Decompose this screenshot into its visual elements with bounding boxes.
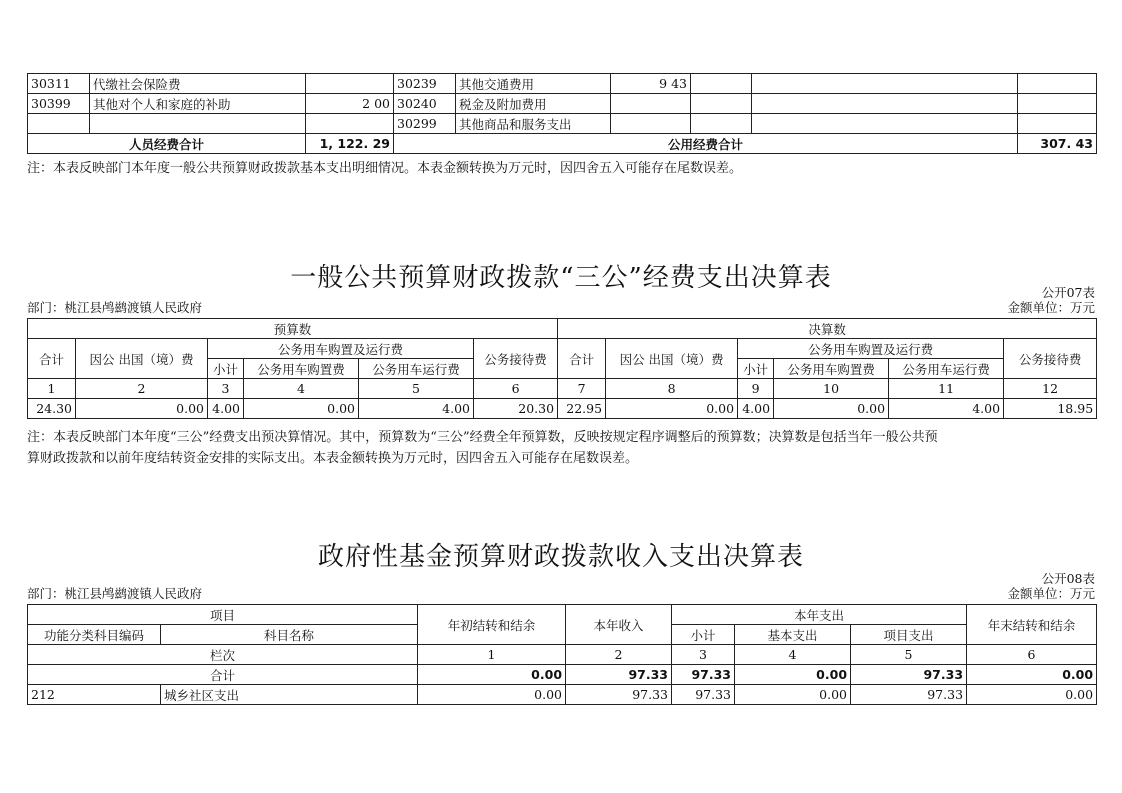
- total-value: 97.33: [672, 665, 735, 685]
- note-basic: 注：本表反映部门本年度一般公共预算财政拨款基本支出明细情况。本表金额转换为万元时，因四舍五入可能存在尾数误差。: [27, 161, 743, 176]
- value-cell: 22.95: [558, 399, 606, 419]
- table-row: [28, 74, 1097, 94]
- col-label: 栏次: [28, 645, 418, 665]
- expense-header: 本年支出: [672, 605, 967, 625]
- econ-name: 其他对个人和家庭的补助: [90, 94, 306, 114]
- value-cell: 0.00: [606, 399, 738, 419]
- amount: [306, 74, 394, 94]
- final-purchase-header: 公务用车购置费: [774, 359, 889, 379]
- table-row: [28, 94, 1097, 114]
- value-cell: 20.30: [474, 399, 558, 419]
- budget-subtotal-header: 小计: [208, 359, 244, 379]
- col-number: 5: [851, 645, 967, 665]
- amount: [1018, 94, 1097, 114]
- econ-name: [90, 114, 306, 134]
- note-three-public-line2: 算财政拨款和以前年度结转资金安排的实际支出。本表金额转换为万元时，因四舍五入可能存在尾数误差。: [27, 451, 639, 466]
- value-cell: 4.00: [738, 399, 774, 419]
- col-number: 7: [558, 379, 606, 399]
- table-row: [28, 339, 1097, 359]
- amount: [1018, 74, 1097, 94]
- econ-code: [28, 114, 90, 134]
- value-cell: 4.00: [359, 399, 474, 419]
- econ-code: 30240: [394, 94, 456, 114]
- econ-name: [752, 74, 1018, 94]
- col-number: 10: [774, 379, 889, 399]
- value-cell: 97.33: [566, 685, 672, 705]
- subject-name-header: 科目名称: [161, 625, 418, 645]
- col-number: 1: [418, 645, 566, 665]
- value-cell: 0.00: [418, 685, 566, 705]
- begin-balance-header: 年初结转和结余: [418, 605, 566, 645]
- value-cell: 18.95: [1004, 399, 1097, 419]
- personnel-total-label: 人员经费合计: [28, 134, 306, 154]
- table-row: [28, 114, 1097, 134]
- econ-code: 30399: [28, 94, 90, 114]
- budget-header: 预算数: [28, 319, 558, 339]
- budget-purchase-header: 公务用车购置费: [244, 359, 359, 379]
- total-value: 0.00: [967, 665, 1097, 685]
- econ-name: 其他商品和服务支出: [456, 114, 611, 134]
- col-number: 2: [566, 645, 672, 665]
- item-header: 项目: [28, 605, 418, 625]
- value-cell: 0.00: [76, 399, 208, 419]
- budget-operation-header: 公务用车运行费: [359, 359, 474, 379]
- econ-name: 其他交通费用: [456, 74, 611, 94]
- amount: 9 43: [611, 74, 691, 94]
- amount: 2 00: [306, 94, 394, 114]
- final-abroad-header: 因公 出国（境）费: [606, 339, 738, 379]
- total-value: 97.33: [851, 665, 967, 685]
- total-row: [28, 134, 1097, 154]
- value-row: [28, 399, 1097, 419]
- col-number: 9: [738, 379, 774, 399]
- income-header: 本年收入: [566, 605, 672, 645]
- econ-code: 30299: [394, 114, 456, 134]
- col-number: 6: [967, 645, 1097, 665]
- col-number: 2: [76, 379, 208, 399]
- value-cell: 0.00: [967, 685, 1097, 705]
- public-total-label: 公用经费合计: [394, 134, 1018, 154]
- func-code: 212: [28, 685, 161, 705]
- value-cell: 0.00: [735, 685, 851, 705]
- col-number: 6: [474, 379, 558, 399]
- econ-name: 税金及附加费用: [456, 94, 611, 114]
- budget-reception-header: 公务接待费: [474, 339, 558, 379]
- econ-code: 30311: [28, 74, 90, 94]
- col-number: 4: [244, 379, 359, 399]
- value-cell: 24.30: [28, 399, 76, 419]
- value-cell: 97.33: [672, 685, 735, 705]
- econ-code: 30239: [394, 74, 456, 94]
- econ-name: [752, 94, 1018, 114]
- value-cell: 0.00: [774, 399, 889, 419]
- subject-name: 城乡社区支出: [161, 685, 418, 705]
- budget-total-header: 合计: [28, 339, 76, 379]
- value-cell: 4.00: [889, 399, 1004, 419]
- project-header: 项目支出: [851, 625, 967, 645]
- public-total-value: 307. 43: [1018, 134, 1097, 154]
- three-public-expense-table: [27, 318, 1097, 419]
- econ-name: [752, 114, 1018, 134]
- final-total-header: 合计: [558, 339, 606, 379]
- econ-code: [691, 74, 752, 94]
- budget-vehicle-header: 公务用车购置及运行费: [208, 339, 474, 359]
- col-number: 4: [735, 645, 851, 665]
- table2-unit: 金额单位：万元: [1007, 300, 1095, 315]
- func-code-header: 功能分类科目编码: [28, 625, 161, 645]
- value-cell: 0.00: [244, 399, 359, 419]
- final-vehicle-header: 公务用车购置及运行费: [738, 339, 1004, 359]
- table2-code: 公开07表: [1041, 285, 1095, 300]
- budget-abroad-header: 因公 出国（境）费: [76, 339, 208, 379]
- subtotal-header: 小计: [672, 625, 735, 645]
- value-cell: 97.33: [851, 685, 967, 705]
- col-number: 12: [1004, 379, 1097, 399]
- col-number: 1: [28, 379, 76, 399]
- basic-expenditure-table: [27, 73, 1097, 154]
- table-row: [28, 319, 1097, 339]
- amount: [611, 114, 691, 134]
- table3-unit: 金额单位：万元: [1007, 586, 1095, 601]
- value-cell: 4.00: [208, 399, 244, 419]
- table2-title: 一般公共预算财政拨款“三公”经费支出决算表: [290, 263, 832, 293]
- col-number: 11: [889, 379, 1004, 399]
- end-balance-header: 年末结转和结余: [967, 605, 1097, 645]
- column-number-row: [28, 379, 1097, 399]
- final-operation-header: 公务用车运行费: [889, 359, 1004, 379]
- table-row: [28, 685, 1097, 705]
- final-subtotal-header: 小计: [738, 359, 774, 379]
- econ-name: 代缴社会保险费: [90, 74, 306, 94]
- total-row: [28, 665, 1097, 685]
- basic-header: 基本支出: [735, 625, 851, 645]
- table2-dept: 部门：桃江县鸬鹚渡镇人民政府: [27, 300, 203, 315]
- table3-code: 公开08表: [1041, 571, 1095, 586]
- table3-title: 政府性基金预算财政拨款收入支出决算表: [317, 542, 804, 572]
- col-number: 3: [208, 379, 244, 399]
- econ-code: [691, 114, 752, 134]
- table-row: [28, 605, 1097, 625]
- amount: [611, 94, 691, 114]
- total-value: 0.00: [735, 665, 851, 685]
- col-number: 8: [606, 379, 738, 399]
- final-reception-header: 公务接待费: [1004, 339, 1097, 379]
- column-number-row: [28, 645, 1097, 665]
- total-label: 合计: [28, 665, 418, 685]
- table3-dept: 部门：桃江县鸬鹚渡镇人民政府: [27, 586, 203, 601]
- amount: [306, 114, 394, 134]
- amount: [1018, 114, 1097, 134]
- personnel-total-value: 1, 122. 29: [306, 134, 394, 154]
- total-value: 0.00: [418, 665, 566, 685]
- col-number: 3: [672, 645, 735, 665]
- government-fund-table: [27, 604, 1097, 705]
- col-number: 5: [359, 379, 474, 399]
- total-value: 97.33: [566, 665, 672, 685]
- final-header: 决算数: [558, 319, 1097, 339]
- econ-code: [691, 94, 752, 114]
- note-three-public-line1: 注：本表反映部门本年度“三公”经费支出预决算情况。其中，预算数为“三公”经费全年预算数，反映按规定程序调整后的预算数；决算数是包括当年一般公共预: [27, 430, 938, 445]
